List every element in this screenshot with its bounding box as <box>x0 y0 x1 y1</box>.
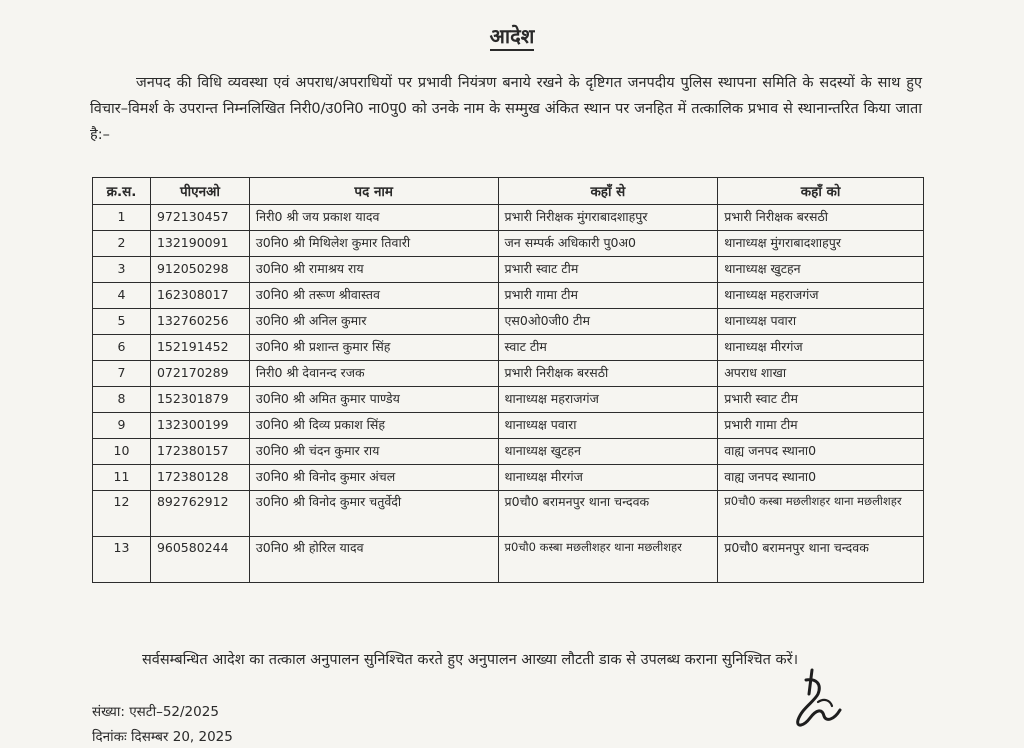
table-row <box>93 257 924 283</box>
cell-from: स्वाट टीम <box>498 335 718 361</box>
order-number: संख्या: एसटी–52/2025 <box>92 704 219 720</box>
cell-to: प्र0चौ0 बरामनपुर थाना चन्दवक <box>718 537 924 583</box>
cell-to: वाह्य जनपद स्थाना0 <box>718 439 924 465</box>
table-row <box>93 439 924 465</box>
intro-paragraph: जनपद की विधि व्यवस्था एवं अपराध/अपराधियों पर प्रभावी नियंत्रण बनाये रखने के दृष्टिगत जनपदीय पुलिस स्थापना समिति के सदस्यों के साथ हुए विचार–विमर्श के उपरान्त निम्नलिखित निरी0/उ0नि0 ना0पु0 को उनके नाम के सम्मुख अंकित स्थान पर जनहित में तत्कालिक प्रभाव से स्थानान्तरित किया जाता है:– <box>90 75 922 143</box>
order-date: दिनांकः दिसम्बर 20, 2025 <box>92 729 233 745</box>
header-from: कहाँ से <box>498 178 718 205</box>
cell-pno: 172380128 <box>150 465 249 491</box>
cell-name: उ0नि0 श्री अनिल कुमार <box>249 309 498 335</box>
cell-pno: 152191452 <box>150 335 249 361</box>
table-row <box>93 465 924 491</box>
cell-serial: 10 <box>93 439 151 465</box>
header-pno: पीएनओ <box>150 178 249 205</box>
table-row <box>93 413 924 439</box>
cell-from: थानाध्यक्ष मीरगंज <box>498 465 718 491</box>
cell-name: उ0नि0 श्री मिथिलेश कुमार तिवारी <box>249 231 498 257</box>
header-to: कहाँ को <box>718 178 924 205</box>
cell-from: थानाध्यक्ष पवारा <box>498 413 718 439</box>
cell-serial: 12 <box>93 491 151 537</box>
cell-pno: 172380157 <box>150 439 249 465</box>
cell-name: उ0नि0 श्री दिव्य प्रकाश सिंह <box>249 413 498 439</box>
cell-from: एस0ओ0जी0 टीम <box>498 309 718 335</box>
cell-to: थानाध्यक्ष खुटहन <box>718 257 924 283</box>
closing-paragraph: सर्वसम्बन्धित आदेश का तत्काल अनुपालन सुनिश्चित करते हुए अनुपालन आख्या लौटती डाक से उपलब्ध कराना सुनिश्चित करें। <box>142 652 799 668</box>
table-row <box>93 361 924 387</box>
cell-pno: 912050298 <box>150 257 249 283</box>
cell-to: प्रभारी निरीक्षक बरसठी <box>718 205 924 231</box>
cell-name: निरी0 श्री जय प्रकाश यादव <box>249 205 498 231</box>
cell-pno: 972130457 <box>150 205 249 231</box>
cell-to: थानाध्यक्ष महराजगंज <box>718 283 924 309</box>
cell-to: प्रभारी गामा टीम <box>718 413 924 439</box>
cell-from: प्र0चौ0 बरामनपुर थाना चन्दवक <box>498 491 718 537</box>
cell-from: जन सम्पर्क अधिकारी पु0अ0 <box>498 231 718 257</box>
signature-icon <box>788 664 848 744</box>
cell-name: निरी0 श्री देवानन्द रजक <box>249 361 498 387</box>
cell-name: उ0नि0 श्री रामाश्रय राय <box>249 257 498 283</box>
cell-from: थानाध्यक्ष खुटहन <box>498 439 718 465</box>
cell-to: थानाध्यक्ष पवारा <box>718 309 924 335</box>
cell-name: उ0नि0 श्री अमित कुमार पाण्डेय <box>249 387 498 413</box>
cell-to: प्र0चौ0 कस्बा मछलीशहर थाना मछलीशहर <box>718 491 924 537</box>
cell-serial: 6 <box>93 335 151 361</box>
cell-to: थानाध्यक्ष मुंगराबादशाहपुर <box>718 231 924 257</box>
cell-serial: 8 <box>93 387 151 413</box>
cell-pno: 960580244 <box>150 537 249 583</box>
cell-to: थानाध्यक्ष मीरगंज <box>718 335 924 361</box>
cell-name: उ0नि0 श्री प्रशान्त कुमार सिंह <box>249 335 498 361</box>
table-header-row <box>93 178 924 205</box>
cell-to: अपराध शाखा <box>718 361 924 387</box>
header-name: पद नाम <box>249 178 498 205</box>
cell-from: थानाध्यक्ष महराजगंज <box>498 387 718 413</box>
header-serial: क्र.स. <box>93 178 151 205</box>
cell-serial: 2 <box>93 231 151 257</box>
cell-serial: 7 <box>93 361 151 387</box>
cell-from: प्र0चौ0 कस्बा मछलीशहर थाना मछलीशहर <box>498 537 718 583</box>
table-row <box>93 387 924 413</box>
table-row <box>93 491 924 537</box>
transfer-table <box>92 177 924 583</box>
cell-name: उ0नि0 श्री विनोद कुमार चतुर्वेदी <box>249 491 498 537</box>
table-row <box>93 335 924 361</box>
cell-serial: 11 <box>93 465 151 491</box>
table-row <box>93 205 924 231</box>
cell-pno: 152301879 <box>150 387 249 413</box>
cell-serial: 9 <box>93 413 151 439</box>
cell-pno: 132760256 <box>150 309 249 335</box>
table-row <box>93 537 924 583</box>
cell-from: प्रभारी स्वाट टीम <box>498 257 718 283</box>
cell-name: उ0नि0 श्री चंदन कुमार राय <box>249 439 498 465</box>
cell-serial: 1 <box>93 205 151 231</box>
cell-from: प्रभारी निरीक्षक बरसठी <box>498 361 718 387</box>
cell-name: उ0नि0 श्री होरिल यादव <box>249 537 498 583</box>
table-row <box>93 231 924 257</box>
cell-serial: 3 <box>93 257 151 283</box>
cell-pno: 072170289 <box>150 361 249 387</box>
table-row <box>93 283 924 309</box>
cell-serial: 4 <box>93 283 151 309</box>
document-heading: आदेश <box>0 22 1024 49</box>
cell-to: प्रभारी स्वाट टीम <box>718 387 924 413</box>
cell-pno: 892762912 <box>150 491 249 537</box>
cell-serial: 13 <box>93 537 151 583</box>
cell-to: वाह्य जनपद स्थाना0 <box>718 465 924 491</box>
cell-pno: 132190091 <box>150 231 249 257</box>
table-row <box>93 309 924 335</box>
cell-serial: 5 <box>93 309 151 335</box>
cell-name: उ0नि0 श्री तरूण श्रीवास्तव <box>249 283 498 309</box>
cell-from: प्रभारी गामा टीम <box>498 283 718 309</box>
cell-pno: 162308017 <box>150 283 249 309</box>
cell-name: उ0नि0 श्री विनोद कुमार अंचल <box>249 465 498 491</box>
cell-from: प्रभारी निरीक्षक मुंगराबादशाहपुर <box>498 205 718 231</box>
cell-pno: 132300199 <box>150 413 249 439</box>
